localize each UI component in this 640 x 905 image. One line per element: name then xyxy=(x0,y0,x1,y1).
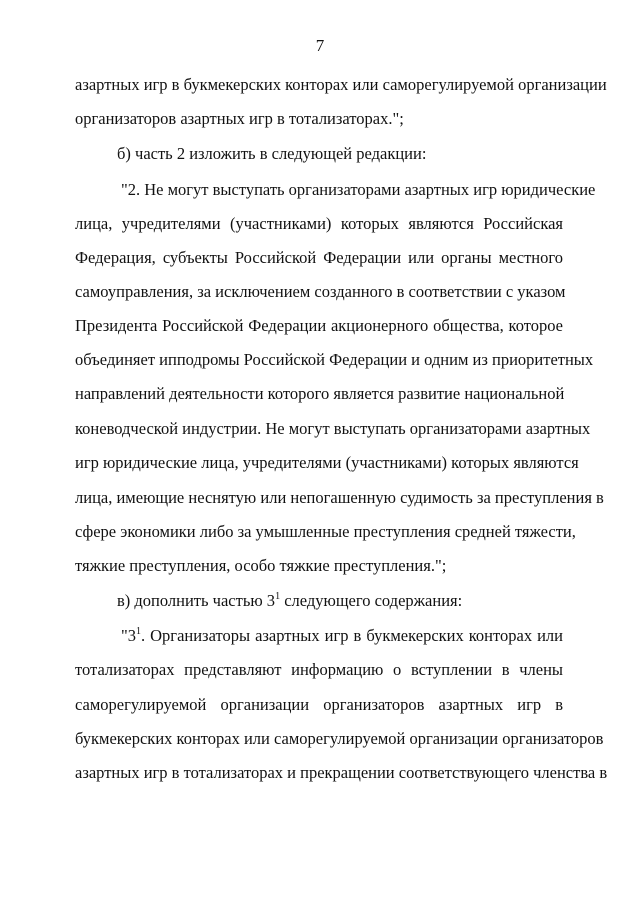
text-line: самоуправления, за исключением созданного в соответствии с указом xyxy=(75,282,566,301)
text-fragment: . Организаторы азартных игр в букмекерских конторах или xyxy=(141,626,563,645)
text-line: азартных игр в тотализаторах и прекращении соответствующего членства в xyxy=(75,763,608,782)
text-line: коневодческой индустрии. Не могут выступать организаторами азартных xyxy=(75,419,591,438)
text-line: "2. Не могут выступать организаторами азартных игр юридические xyxy=(121,180,596,199)
text-line: игр юридические лица, учредителями (участниками) которых являются xyxy=(75,453,579,472)
text-fragment: следующего содержания: xyxy=(284,591,463,610)
text-line: Федерация, субъекты Российской Федерации или органы местного xyxy=(75,248,563,267)
text-fragment: в) дополнить частью 3 xyxy=(117,591,276,610)
text-fragment: "3 xyxy=(121,626,136,645)
text-line: направлений деятельности которого является развитие национальной xyxy=(75,384,565,403)
page-number: 7 xyxy=(315,36,325,55)
text-line: организаторов азартных игр в тотализаторах."; xyxy=(75,109,404,128)
text-line xyxy=(117,590,563,612)
text-line: объединяет ипподромы Российской Федерации и одним из приоритетных xyxy=(75,350,594,369)
text-line: Президента Российской Федерации акционерного общества, которое xyxy=(75,316,563,335)
text-line: лица, учредителями (участниками) которых являются Российская xyxy=(75,214,563,233)
superscript: 1 xyxy=(136,626,141,637)
text-line xyxy=(121,625,563,647)
text-line: тотализаторах представляют информацию о вступлении в члены xyxy=(75,660,563,679)
text-line: тяжкие преступления, особо тяжкие преступления."; xyxy=(75,556,447,575)
text-line: букмекерских конторах или саморегулируемой организации организаторов xyxy=(75,729,604,748)
superscript: 1 xyxy=(275,591,281,602)
text-line: азартных игр в букмекерских конторах или саморегулируемой организации xyxy=(75,75,607,94)
text-line: лица, имеющие неснятую или непогашенную судимость за преступления в xyxy=(75,488,604,507)
text-line: б) часть 2 изложить в следующей редакции: xyxy=(117,144,427,163)
text-line: сфере экономики либо за умышленные преступления средней тяжести, xyxy=(75,522,576,541)
text-line: саморегулируемой организации организаторов азартных игр в xyxy=(75,695,563,714)
